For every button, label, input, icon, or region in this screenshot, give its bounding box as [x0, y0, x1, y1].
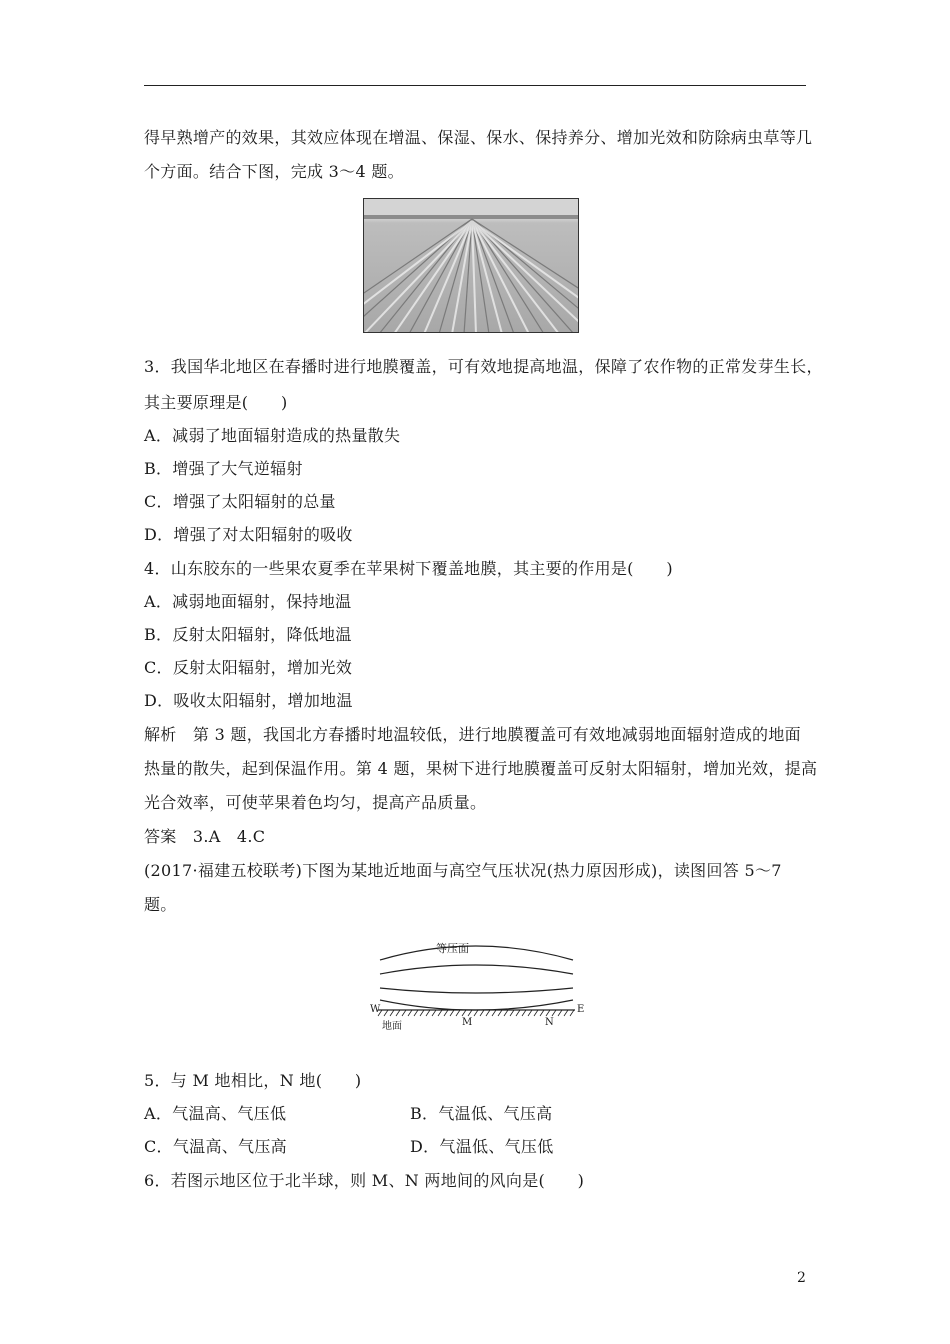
- analysis-line-3: 光合效率，可使苹果着色均匀，提高产品质量。: [144, 793, 487, 812]
- ground-hatching: [378, 1010, 574, 1016]
- q6-stem: 6．若图示地区位于北半球，则 M、N 两地间的风向是( ): [144, 1171, 585, 1190]
- page-number: 2: [797, 1270, 806, 1286]
- q3-stem-line-2: 其主要原理是( ): [144, 393, 288, 412]
- q3-stem-line-1: 3．我国华北地区在春播时进行地膜覆盖，可有效地提高地温，保障了农作物的正常发芽生长，: [144, 357, 823, 376]
- analysis-line-2: 热量的散失，起到保温作用。第 4 题，果树下进行地膜覆盖可反射太阳辐射，增加光效，提高: [144, 759, 818, 778]
- isobar-label: 等压面: [436, 942, 469, 955]
- intro2-line-2: 题。: [144, 895, 177, 914]
- east-label: E: [577, 1004, 585, 1015]
- intro-line-2: 个方面。结合下图，完成 3～4 题。: [144, 162, 404, 181]
- q5-option-d: D．气温低、气压低: [410, 1137, 554, 1156]
- q3-option-a: A．减弱了地面辐射造成的热量散失: [144, 426, 401, 445]
- q4-option-d: D．吸收太阳辐射，增加地温: [144, 691, 353, 710]
- q5-option-b: B．气温低、气压高: [410, 1104, 553, 1123]
- q3-option-b: B．增强了大气逆辐射: [144, 459, 303, 478]
- ground-label: 地面: [382, 1021, 402, 1032]
- q5-stem: 5．与 M 地相比，N 地( ): [144, 1071, 362, 1090]
- isobar-diagram: [370, 938, 585, 1032]
- west-label: W: [370, 1004, 381, 1015]
- q3-option-d: D．增强了对太阳辐射的吸收: [144, 525, 353, 544]
- q4-option-a: A．减弱地面辐射，保持地温: [144, 592, 352, 611]
- q4-option-c: C．反射太阳辐射，增加光效: [144, 658, 353, 677]
- analysis-line-1: 解析 第 3 题，我国北方春播时地温较低，进行地膜覆盖可有效地减弱地面辐射造成的地面: [144, 725, 801, 744]
- isobar-line-1: [380, 946, 573, 960]
- n-label: N: [545, 1017, 554, 1028]
- q5-option-a: A．气温高、气压低: [144, 1104, 287, 1123]
- intro2-line-1: (2017·福建五校联考)下图为某地近地面与高空气压状况(热力原因形成)，读图回答 5～7: [144, 861, 782, 880]
- isobar-line-4: [380, 1000, 573, 1010]
- answer-line: 答案 3.A 4.C: [144, 827, 266, 846]
- header-rule: [144, 85, 806, 86]
- m-label: M: [462, 1017, 473, 1028]
- isobar-line-3: [380, 988, 573, 993]
- q5-option-c: C．气温高、气压高: [144, 1137, 287, 1156]
- plastic-mulch-field-photo: [363, 198, 579, 333]
- q4-stem: 4．山东胶东的一些果农夏季在苹果树下覆盖地膜，其主要的作用是( ): [144, 559, 673, 578]
- field-rows-drawing: [364, 199, 579, 333]
- q4-option-b: B．反射太阳辐射，降低地温: [144, 625, 352, 644]
- isobar-line-2: [380, 965, 573, 974]
- intro-line-1: 得早熟增产的效果，其效应体现在增温、保湿、保水、保持养分、增加光效和防除病虫草等几: [144, 128, 813, 147]
- q3-option-c: C．增强了太阳辐射的总量: [144, 492, 336, 511]
